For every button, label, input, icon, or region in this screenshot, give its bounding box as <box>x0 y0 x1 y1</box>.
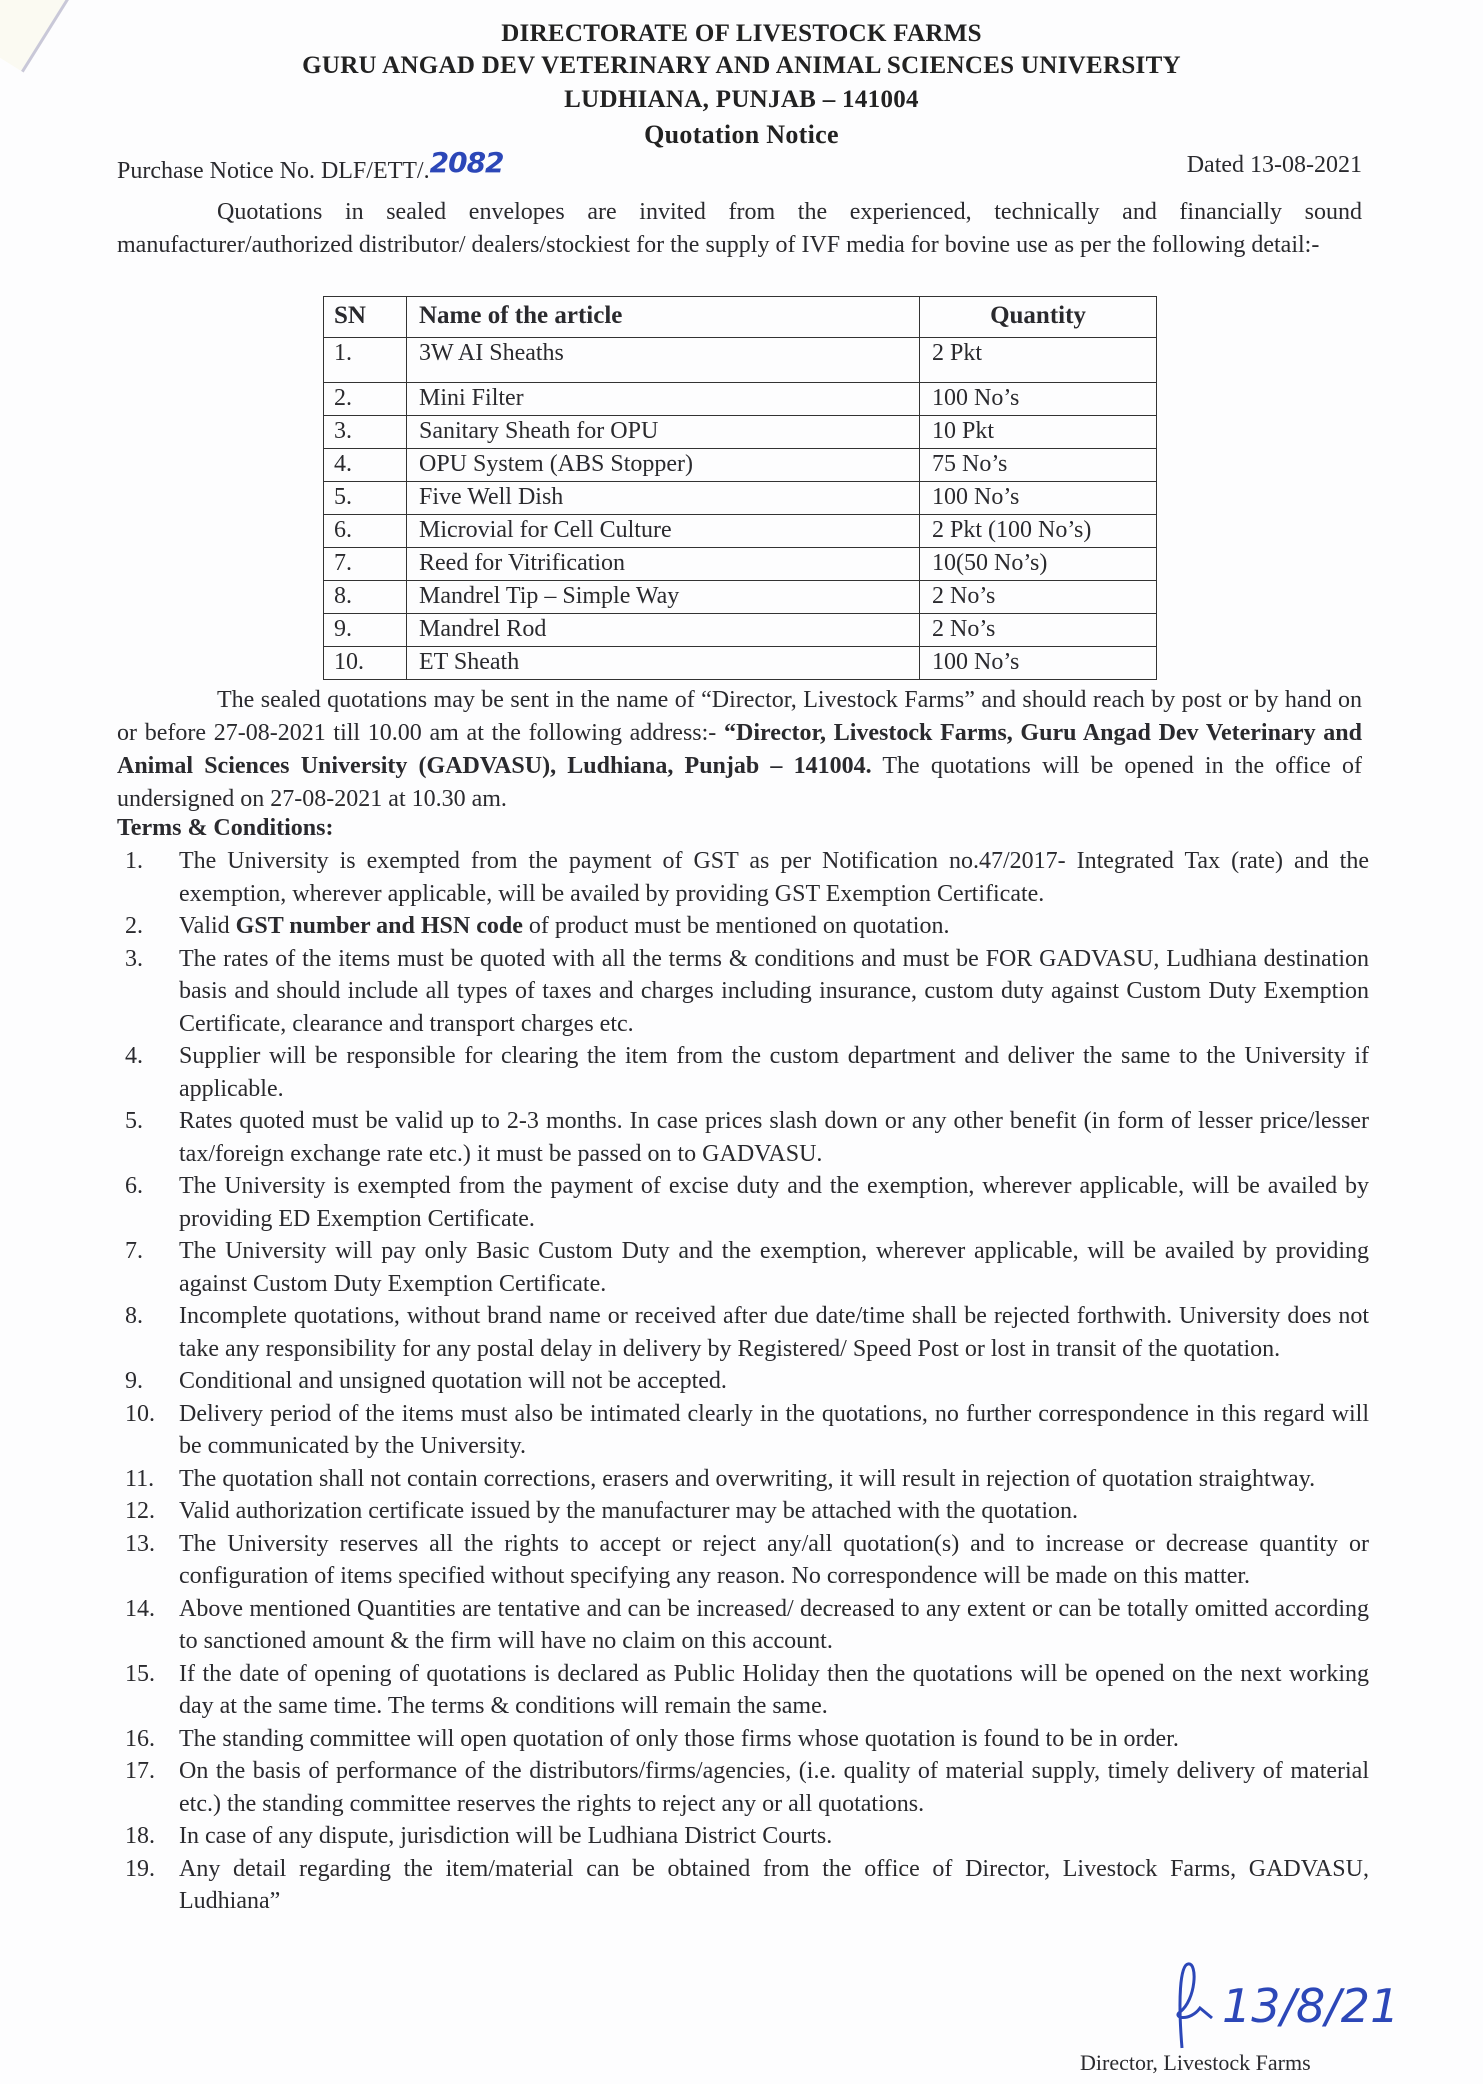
cell-article-name: OPU System (ABS Stopper) <box>407 449 920 482</box>
term-item <box>117 1755 1369 1820</box>
term-text: The University will pay only Basic Custom Duty and the exemption, wherever applicable, will be availed by providing against Custom Duty Exemption Certificate. <box>179 1238 1369 1297</box>
term-text: Above mentioned Quantities are tentative and can be increased/ decreased to any extent or can be totally omitted according to sanctioned amount & the firm will have no claim on this account. <box>179 1595 1369 1654</box>
term-number: 6. <box>125 1173 143 1199</box>
column-header-name: Name of the article <box>407 297 920 338</box>
term-text: Any detail regarding the item/material can be obtained from the office of Director, Livestock Farms, GADVASU, Ludhiana” <box>179 1855 1369 1914</box>
cell-article-name: Five Well Dish <box>407 482 920 515</box>
cell-quantity: 100 No’s <box>920 383 1157 416</box>
cell-quantity: 2 No’s <box>920 581 1157 614</box>
term-text: Valid authorization certificate issued by the manufacturer may be attached with the quotation. <box>179 1498 1079 1524</box>
cell-sn: 1. <box>324 338 407 383</box>
cell-article-name: Sanitary Sheath for OPU <box>407 416 920 449</box>
term-item <box>117 1528 1369 1593</box>
cell-sn: 7. <box>324 548 407 581</box>
term-number: 19. <box>125 1855 155 1882</box>
table-row <box>324 581 1157 614</box>
terms-list <box>117 845 1369 1918</box>
cell-article-name: Reed for Vitrification <box>407 548 920 581</box>
column-header-sn: SN <box>324 297 407 338</box>
cell-quantity: 2 Pkt <box>920 338 1157 383</box>
table-row <box>324 416 1157 449</box>
cell-quantity: 100 No’s <box>920 647 1157 680</box>
cell-quantity: 2 No’s <box>920 614 1157 647</box>
term-item <box>117 1398 1369 1463</box>
term-item <box>117 1820 1369 1853</box>
term-number: 8. <box>125 1303 143 1329</box>
header-directorate: DIRECTORATE OF LIVESTOCK FARMS <box>501 20 982 47</box>
cell-sn: 8. <box>324 581 407 614</box>
term-item <box>117 1365 1369 1398</box>
cell-sn: 4. <box>324 449 407 482</box>
handwritten-notice-number: 2082 <box>429 146 504 179</box>
term-number: 15. <box>125 1660 155 1687</box>
submission-address: “Director, Livestock Farms, Guru Angad Dev Veterinary and Animal Sciences University (GADVASU), Ludhiana, Punjab – 141004. <box>117 720 1362 779</box>
cell-quantity: 10 Pkt <box>920 416 1157 449</box>
terms-heading: Terms & Conditions: <box>117 815 334 841</box>
term-text: The standing committee will open quotation of only those firms whose quotation is found to be in order. <box>179 1725 1179 1752</box>
term-text: If the date of opening of quotations is declared as Public Holiday then the quotations will be opened on the next working day at the same time. The terms & conditions will remain the same. <box>179 1660 1369 1719</box>
term-emphasis: GST number and HSN code <box>235 913 523 939</box>
header-university: GURU ANGAD DEV VETERINARY AND ANIMAL SCIENCES UNIVERSITY <box>302 52 1181 79</box>
cell-sn: 5. <box>324 482 407 515</box>
term-number: 1. <box>125 848 143 874</box>
term-item <box>117 1853 1369 1918</box>
term-item <box>117 1723 1369 1756</box>
term-item <box>117 1040 1369 1105</box>
term-item <box>117 1300 1369 1365</box>
term-number: 9. <box>125 1368 143 1394</box>
table-row <box>324 383 1157 416</box>
column-header-quantity: Quantity <box>920 297 1157 338</box>
term-item <box>117 1463 1369 1496</box>
term-text: In case of any dispute, jurisdiction will be Ludhiana District Courts. <box>179 1823 833 1849</box>
term-text-continued: of product must be mentioned on quotation. <box>522 913 950 939</box>
purchase-notice-number <box>117 146 504 185</box>
term-number: 16. <box>125 1725 155 1752</box>
term-number: 13. <box>125 1530 155 1557</box>
term-text: The University is exempted from the payment of excise duty and the exemption, wherever applicable, will be availed by providing ED Exemption Certificate. <box>179 1173 1369 1232</box>
term-item <box>117 1170 1369 1235</box>
articles-table <box>323 296 1157 680</box>
term-item <box>117 1495 1369 1528</box>
cell-article-name: Mini Filter <box>407 383 920 416</box>
term-text: The University reserves all the rights to accept or reject any/all quotation(s) and to increase or decrease quantity or configuration of items specified without specifying any reason. No correspondence will be made on this matter. <box>179 1530 1369 1589</box>
term-item <box>117 910 1369 943</box>
term-number: 10. <box>125 1400 155 1427</box>
term-text: The rates of the items must be quoted with all the terms & conditions and must be FOR GADVASU, Ludhiana destination basis and should include all types of taxes and charges including insurance, custom duty against Custom Duty Exemption Certificate, clearance and transport charges etc. <box>179 945 1369 1037</box>
opening-text: The quotations will be opened in the office of undersigned on 27-08-2021 at 10.30 am. <box>117 753 1362 812</box>
submission-paragraph <box>117 684 1362 816</box>
cell-sn: 6. <box>324 515 407 548</box>
cell-quantity: 100 No’s <box>920 482 1157 515</box>
page-title: Quotation Notice <box>644 120 839 149</box>
table-row <box>324 338 1157 383</box>
term-text: On the basis of performance of the distributors/firms/agencies, (i.e. quality of material supply, timely delivery of material etc.) the standing committee reserves the rights to reject any or all quotations. <box>179 1758 1369 1817</box>
term-number: 3. <box>125 945 143 972</box>
cell-article-name: Microvial for Cell Culture <box>407 515 920 548</box>
table-row <box>324 647 1157 680</box>
table-row <box>324 449 1157 482</box>
intro-paragraph: Quotations in sealed envelopes are invited from the experienced, technically and financially sound manufacturer/authorized distributor/ dealers/stockiest for the supply of IVF media for bovine use as per the following detail:- <box>117 199 1362 258</box>
cell-article-name: 3W AI Sheaths <box>407 338 920 383</box>
term-item <box>117 1235 1369 1300</box>
term-text: Incomplete quotations, without brand name or received after due date/time shall be rejected forthwith. University does not take any responsibility for any postal delay in delivery by Registered/ Speed Post or lost in transit of the quotation. <box>179 1303 1369 1362</box>
cell-sn: 9. <box>324 614 407 647</box>
cell-article-name: ET Sheath <box>407 647 920 680</box>
term-text: Valid <box>179 913 236 939</box>
table-header-row <box>324 297 1157 338</box>
term-number: 14. <box>125 1595 155 1622</box>
signature-date: 13/8/21 <box>1222 1979 1400 2033</box>
term-text: Supplier will be responsible for clearing the item from the custom department and deliver the same to the University if applicable. <box>179 1043 1369 1102</box>
term-item <box>117 1658 1369 1723</box>
term-text: Conditional and unsigned quotation will not be accepted. <box>179 1368 727 1394</box>
term-number: 12. <box>125 1498 155 1524</box>
cell-quantity: 2 Pkt (100 No’s) <box>920 515 1157 548</box>
signature-mark <box>1160 1960 1420 2050</box>
cell-article-name: Mandrel Rod <box>407 614 920 647</box>
table-row <box>324 614 1157 647</box>
signatory-title: Director, Livestock Farms <box>1080 2050 1311 2075</box>
term-text: The quotation shall not contain corrections, erasers and overwriting, it will result in rejection of quotation straightway. <box>179 1465 1316 1492</box>
cell-sn: 2. <box>324 383 407 416</box>
term-text: Rates quoted must be valid up to 2-3 months. In case prices slash down or any other benefit (in form of lesser price/lesser tax/foreign exchange rate etc.) it must be passed on to GADVASU. <box>179 1108 1369 1167</box>
table-row <box>324 482 1157 515</box>
purchase-notice-label: Purchase Notice No. DLF/ETT/. <box>117 158 430 184</box>
cell-quantity: 10(50 No’s) <box>920 548 1157 581</box>
term-number: 2. <box>125 913 143 939</box>
term-text: The University is exempted from the payment of GST as per Notification no.47/2017- Integrated Tax (rate) and the exemption, wherever applicable, will be availed by providing GST Exemption Certificate. <box>179 848 1369 907</box>
table-row <box>324 515 1157 548</box>
signature-stroke <box>1178 1964 1212 2048</box>
table-row <box>324 548 1157 581</box>
term-number: 7. <box>125 1238 143 1264</box>
term-number: 17. <box>125 1758 155 1784</box>
cell-article-name: Mandrel Tip – Simple Way <box>407 581 920 614</box>
term-number: 11. <box>125 1465 155 1492</box>
term-item <box>117 845 1369 910</box>
term-number: 5. <box>125 1108 143 1134</box>
term-number: 4. <box>125 1043 143 1069</box>
notice-date: Dated 13-08-2021 <box>1186 152 1362 178</box>
cell-quantity: 75 No’s <box>920 449 1157 482</box>
submission-text: The sealed quotations may be sent in the name of “Director, Livestock Farms” and should reach by post or by hand on or before 27-08-2021 till 10.00 am at the following address:- <box>117 687 1362 746</box>
cell-sn: 10. <box>324 647 407 680</box>
cell-sn: 3. <box>324 416 407 449</box>
term-text: Delivery period of the items must also be intimated clearly in the quotations, no further correspondence in this regard will be communicated by the University. <box>179 1400 1369 1459</box>
term-item <box>117 1105 1369 1170</box>
term-item <box>117 943 1369 1041</box>
term-item <box>117 1593 1369 1658</box>
term-number: 18. <box>125 1823 155 1849</box>
header-address: LUDHIANA, PUNJAB – 141004 <box>564 86 919 113</box>
